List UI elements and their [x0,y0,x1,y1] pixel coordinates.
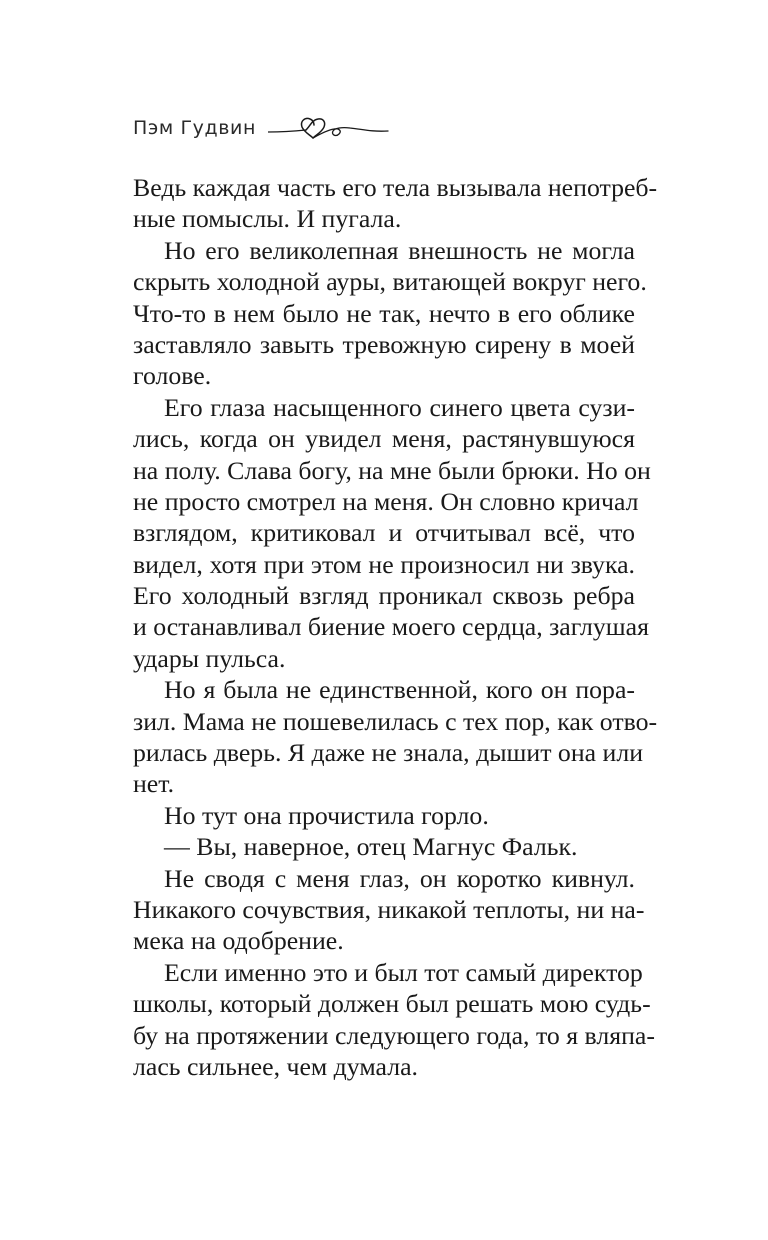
text-line: видел, хотя при этом не произносил ни звука. [133,549,635,579]
text-line: Что-то в нем было не так, нечто в его облике [133,298,635,328]
text-line: ные помыслы. И пугала. [133,204,402,234]
text-line: лись, когда он увидел меня, растянувшуюся [133,424,635,454]
body-text [133,172,658,1082]
text-line: школы, который должен был решать мою судь- [133,989,651,1019]
text-line: голове. [133,361,212,391]
text-line: Но я была не единственной, кого он пора- [164,675,635,705]
text-line: лась сильнее, чем думала. [133,1051,418,1081]
text-line: нет. [133,769,175,799]
text-line: и останавливал биение моего сердца, заглушая [133,612,649,642]
text-line: взглядом, критиковал и отчитывал всё, что [133,518,635,548]
text-line: на полу. Слава богу, на мне были брюки. Но он [133,455,651,485]
text-line: — Вы, наверное, отец Магнус Фальк. [164,832,578,862]
text-line: удары пульса. [133,643,286,673]
text-line: Никакого сочувствия, никакой теплоты, ни на- [133,894,645,924]
text-line: Его холодный взгляд проникал сквозь ребра [133,581,635,611]
running-header [133,108,390,148]
text-line: заставляло завыть тревожную сирену в моей [133,329,635,359]
text-line: Но его великолепная внешность не могла [164,235,635,265]
text-line: Но тут она прочистила горло. [164,800,489,830]
text-line: Его глаза насыщенного синего цвета сузи- [164,392,635,422]
text-line: Не сводя с меня глаз, он коротко кивнул. [164,863,635,893]
text-line: Ведь каждая часть его тела вызывала непотреб- [133,173,658,202]
text-line: Если именно это и был тот самый директор [164,957,643,987]
text-line: рилась дверь. Я даже не знала, дышит она или [133,738,644,768]
text-line: зил. Мама не пошевелилась с тех пор, как отво- [133,706,658,736]
text-line: скрыть холодной ауры, витающей вокруг него. [133,267,647,297]
author-name: Пэм Гудвин [133,117,257,139]
heart-flourish-icon [266,108,390,148]
text-line: мека на одобрение. [133,926,344,956]
text-line: бу на протяжении следующего года, то я вляпа- [133,1020,655,1050]
text-line: не просто смотрел на меня. Он словно кричал [133,486,639,516]
